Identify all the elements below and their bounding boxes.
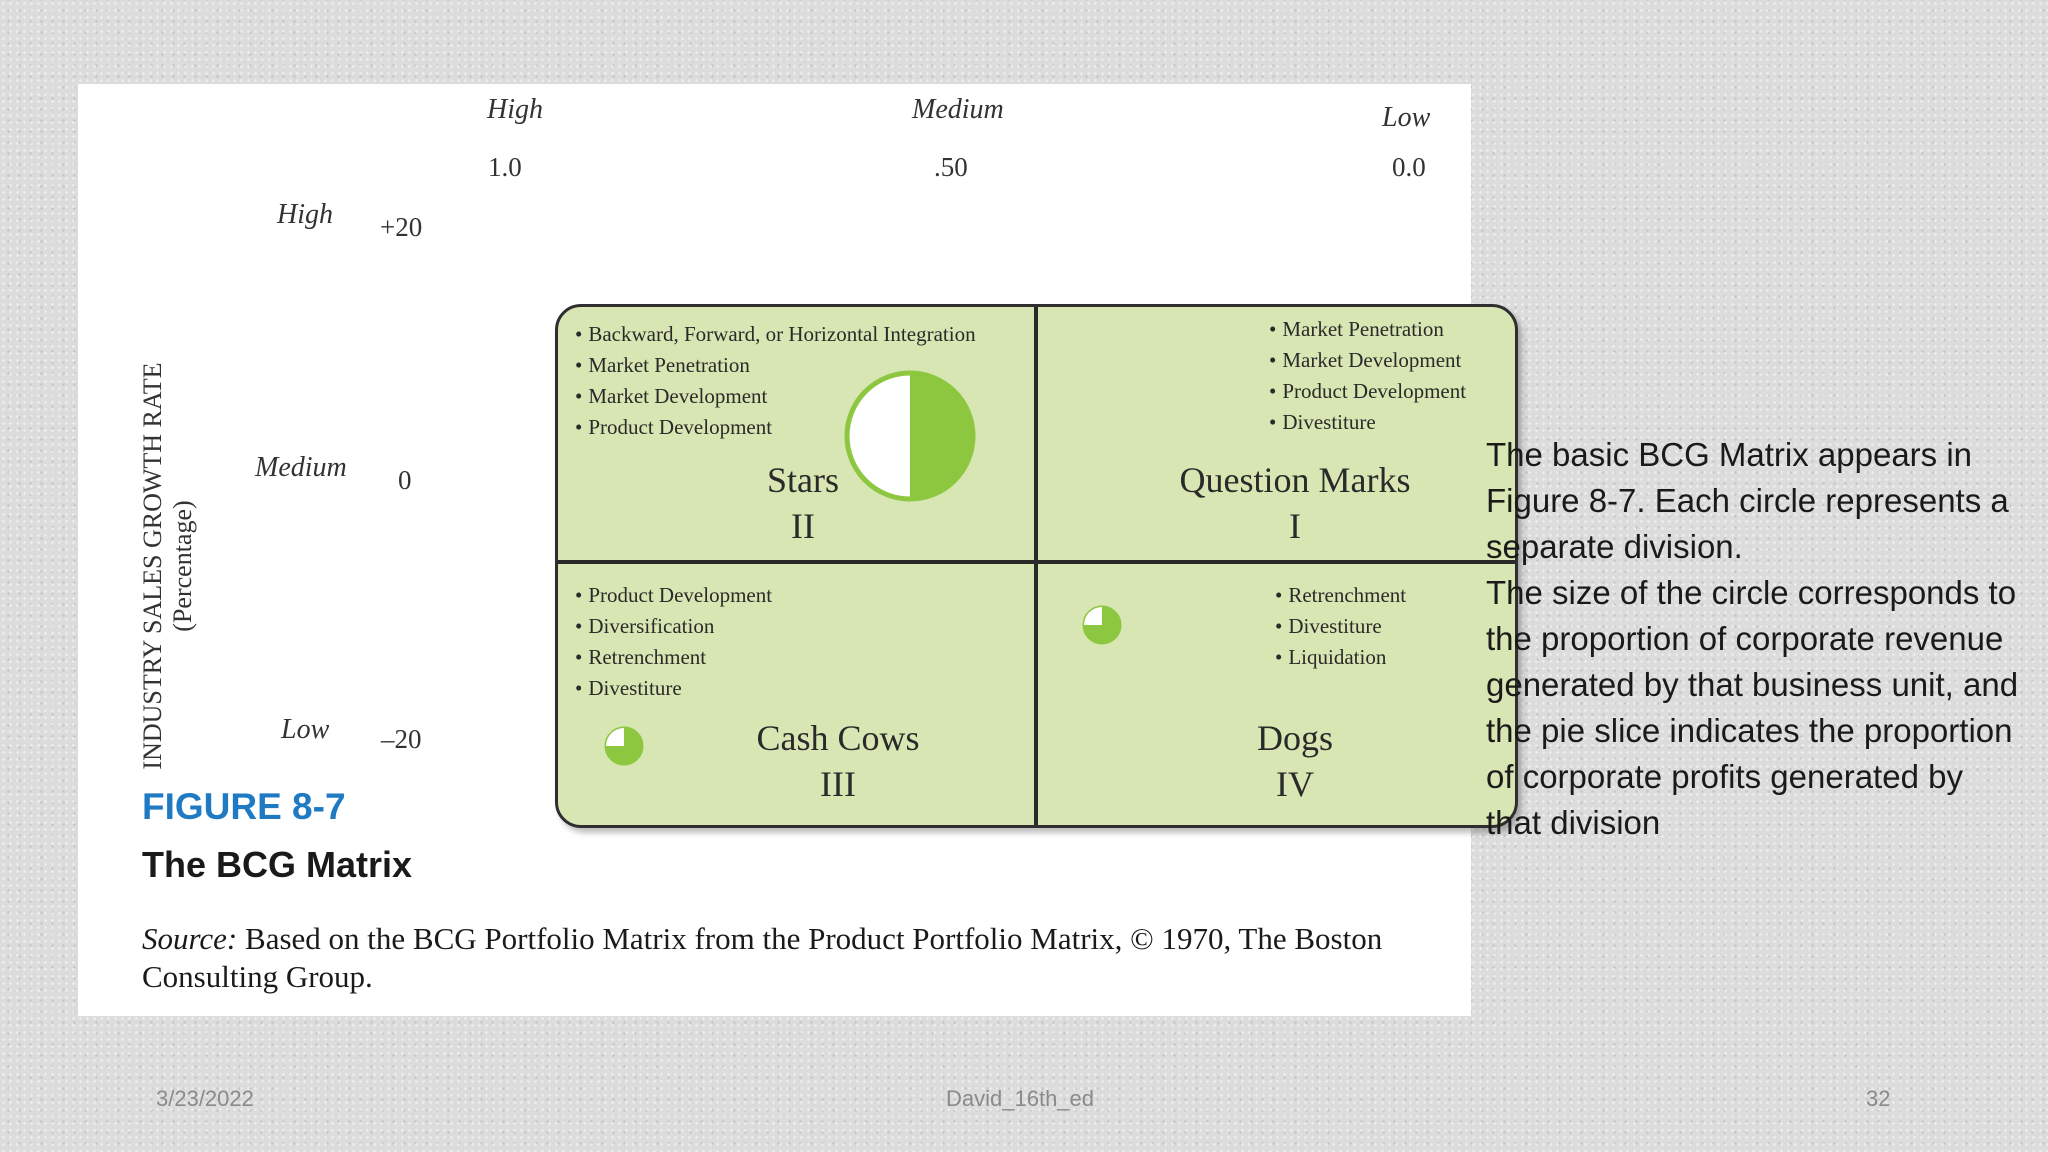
list-item: • Divestiture (575, 673, 772, 704)
top-axis-value-medium: .50 (934, 152, 968, 182)
matrix-horizontal-divider (558, 560, 1515, 564)
cash-cows-strategy-list (575, 580, 772, 704)
question-marks-numeral: I (1289, 506, 1301, 546)
left-axis-value-medium: 0 (398, 465, 412, 495)
matrix-vertical-divider (1034, 307, 1038, 825)
stars-numeral: II (791, 506, 815, 546)
dogs-numeral: IV (1276, 764, 1314, 804)
list-item: • Product Development (575, 412, 976, 443)
left-axis-high-label: High (277, 199, 333, 230)
stars-name: Stars (767, 460, 839, 500)
list-item: • Diversification (575, 611, 772, 642)
list-item: • Divestiture (1275, 611, 1406, 642)
left-axis-value-high: +20 (380, 212, 423, 242)
source-text: Based on the BCG Portfolio Matrix from the Product Portfolio Matrix, © 1970, The Boston Consulting Group. (142, 921, 1383, 994)
left-axis-subtitle-text: (Percentage) (168, 500, 197, 632)
cash-cows-division-pie (603, 725, 645, 767)
figure-source (142, 920, 1462, 996)
left-axis-medium-label: Medium (255, 452, 347, 483)
cash-cows-numeral: III (820, 764, 856, 804)
list-item: • Market Penetration (575, 350, 976, 381)
list-item: • Market Development (575, 381, 976, 412)
dogs-name: Dogs (1256, 718, 1333, 758)
list-item: • Retrenchment (575, 642, 772, 673)
cash-cows-name: Cash Cows (756, 718, 920, 758)
footer-page-number: 32 (1866, 1086, 1891, 1111)
source-label: Source: (142, 921, 238, 956)
dogs-division-pie (1081, 604, 1123, 646)
figure-panel (78, 84, 1471, 1016)
bcg-matrix (555, 304, 1518, 828)
left-axis-title (138, 336, 198, 796)
top-axis-value-low: 0.0 (1392, 152, 1426, 182)
question-marks-strategy-list (1269, 314, 1466, 438)
list-item: • Liquidation (1275, 642, 1406, 673)
side-paragraph-1: The basic BCG Matrix appears in Figure 8-7. Each circle represents a separate division. (1486, 436, 2009, 565)
question-marks-name: Question Marks (1179, 460, 1411, 500)
footer-center-text: David_16th_ed (946, 1086, 1095, 1111)
stars-quadrant-label (678, 457, 928, 549)
left-axis-title-text: INDUSTRY SALES GROWTH RATE (138, 362, 167, 770)
cash-cows-quadrant-label (678, 715, 998, 807)
top-axis-medium-label: Medium (912, 94, 1004, 125)
list-item: • Divestiture (1269, 407, 1466, 438)
list-item: • Product Development (575, 580, 772, 611)
top-axis-low-label: Low (1382, 102, 1431, 133)
dogs-strategy-list (1275, 580, 1406, 673)
list-item: • Product Development (1269, 376, 1466, 407)
list-item: • Market Penetration (1269, 314, 1466, 345)
cash-cows-pie-gap (606, 728, 624, 746)
side-paragraph-2: The size of the circle corresponds to the proportion of corporate revenue generated by that business unit, and the pie slice indicates the proportion of corporate profits generated by that division (1486, 574, 2019, 841)
question-marks-quadrant-label (1095, 457, 1495, 549)
top-axis-value-high: 1.0 (488, 152, 522, 182)
footer-date: 3/23/2022 (156, 1086, 254, 1111)
dogs-quadrant-label (1095, 715, 1495, 807)
left-axis-low-label: Low (281, 714, 330, 745)
top-axis-high-label: High (487, 94, 543, 125)
figure-title: The BCG Matrix (142, 844, 413, 885)
dogs-pie-gap (1084, 607, 1102, 625)
list-item: • Backward, Forward, or Horizontal Integration (575, 319, 976, 350)
side-explanation (1486, 432, 2026, 846)
list-item: • Retrenchment (1275, 580, 1406, 611)
list-item: • Market Development (1269, 345, 1466, 376)
figure-number: FIGURE 8-7 (142, 786, 346, 827)
left-axis-value-low: –20 (381, 724, 422, 754)
